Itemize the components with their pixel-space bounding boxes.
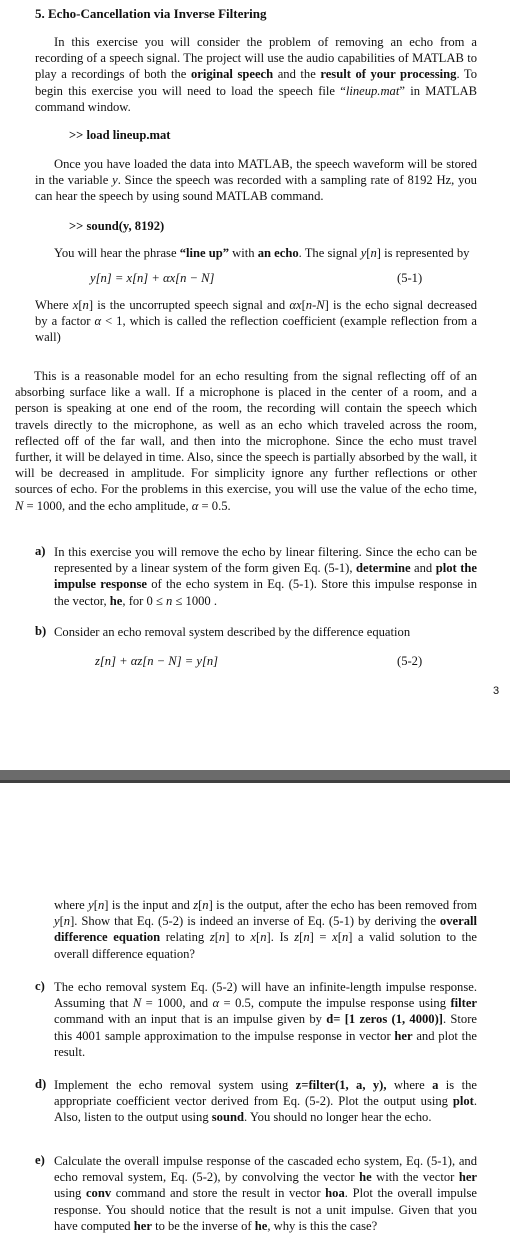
section-title: 5. Echo-Cancellation via Inverse Filtering	[35, 6, 267, 21]
page-break-divider	[0, 770, 510, 783]
hear-paragraph: You will hear the phrase “line up” with an echo. The signal y[n] is represented by	[54, 246, 470, 260]
item-d-text: Implement the echo removal system using z=filter(1, a, y), where a is the appropriate coefficient vector derived from Eq. (5-2). Plot the output using plot. Also, listen to the output using sound. You should no longer hear the echo.	[54, 1078, 477, 1125]
item-a-text: In this exercise you will remove the echo by linear filtering. Since the echo can be represented by a linear system of the form given Eq. (5-1), determine and plot the impulse response of the echo system in Eq. (5-1). Store this impulse response in the vector, he, for 0 ≤ n ≤ 1000 .	[54, 545, 477, 608]
item-b-text: Consider an echo removal system described by the difference equation	[54, 625, 411, 639]
equation-5-2-number: (5-2)	[397, 654, 423, 668]
model-paragraph: This is a reasonable model for an echo resulting from the signal reflecting off of an absorbing surface like a wall. If a microphone is placed in the center of a room, and a person is speaking at one end of the room, the recording will contain the speech which travels directly to the microphone, as well as an echo which traveled across the room, reflected off of the far wall, and then into the microphone. Since the echo must travel further, it will be delayed in time. Also, since the speech is partially absorbed by the wall, it will be decreased in amplitude. For simplicity ignore any further reflections or other sources of echo. For the problems in this exercise, you will use the value of the echo time, N = 1000, and the echo amplitude, α = 0.5.	[15, 369, 477, 513]
sound-command: >> sound(y, 8192)	[69, 219, 165, 233]
page-top-margin	[0, 783, 510, 893]
load-command: >> load lineup.mat	[69, 128, 171, 142]
item-a-label: a)	[35, 544, 46, 558]
item-b-label: b)	[35, 624, 47, 638]
equation-5-2: z[n] + αz[n − N] = y[n]	[95, 654, 219, 668]
item-c-text: The echo removal system Eq. (5-2) will have an infinite-length impulse response. Assuming that N = 1000, and α = 0.5, compute the impulse response using filter command with an input that is an impulse given by d= [1 zeros (1, 4000)]. Store this 4001 sample approximation to the impulse response in vector her and plot the result.	[54, 980, 478, 1059]
item-c-label: c)	[35, 979, 45, 993]
equation-5-1: y[n] = x[n] + αx[n − N]	[90, 271, 215, 285]
page-number: 3	[493, 685, 500, 697]
item-e-text: Calculate the overall impulse response of the cascaded echo system, Eq. (5-1), and echo removal system, Eq. (5-2), by convolving the vector he with the vector her using conv command and store the result in vector hoa. Plot the overall impulse response. You should notice that the result is not a unit impulse. Given that you have computed her to be the inverse of he, why is this the case?	[54, 1154, 478, 1233]
where-io-paragraph: where y[n] is the input and z[n] is the output, after the echo has been removed from y[n]. Show that Eq. (5-2) is indeed an inverse of Eq. (5-1) by deriving the overall difference equation relating z[n] to x[n]. Is z[n] = x[n] a valid solution to the overall difference equation?	[54, 898, 478, 961]
item-e-label: e)	[35, 1153, 45, 1167]
loaded-paragraph: Once you have loaded the data into MATLAB, the speech waveform will be stored in the variable y. Since the speech was recorded with a sampling rate of 8192 Hz, you can hear the speech by using sound MATLAB command.	[35, 157, 477, 204]
page-4	[0, 893, 510, 1247]
item-d-label: d)	[35, 1077, 47, 1091]
where-paragraph: Where x[n] is the uncorrupted speech signal and αx[n-N] is the echo signal decreased by a factor α < 1, which is called the reflection coefficient (example reflection from a wall)	[35, 298, 478, 345]
intro-paragraph: In this exercise you will consider the problem of removing an echo from a recording of a speech signal. The project will use the audio capabilities of MATLAB to play a recordings of both the original speech and the result of your processing. To begin this exercise you will need to load the speech file “lineup.mat” in MATLAB command window.	[35, 35, 478, 114]
equation-5-1-number: (5-1)	[397, 271, 423, 285]
